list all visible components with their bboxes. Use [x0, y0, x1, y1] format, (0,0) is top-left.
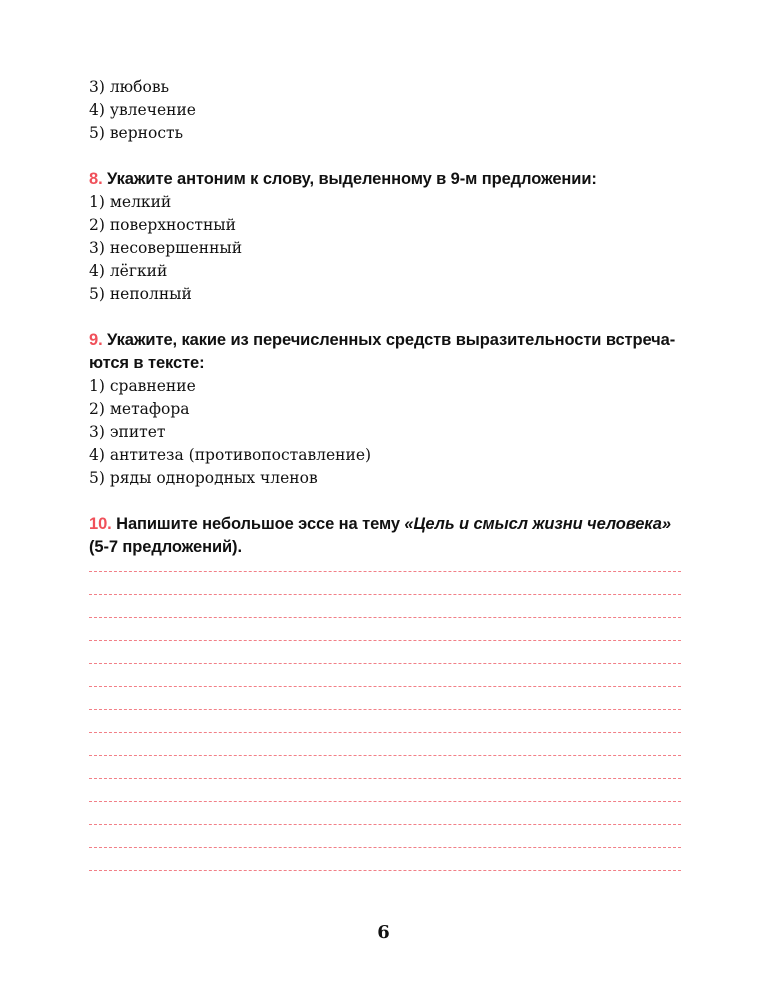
- option-5: 5) ряды однородных членов: [89, 469, 318, 487]
- answer-line[interactable]: [89, 732, 681, 755]
- answer-line[interactable]: [89, 778, 681, 801]
- question-10-heading: [89, 513, 681, 536]
- question-text: Укажите антоним к слову, выделенному в 9-м предложении:: [107, 170, 597, 188]
- option-4: 4) увлечение: [89, 101, 196, 119]
- option-1: 1) сравнение: [89, 377, 196, 395]
- question-9-heading: [89, 329, 681, 352]
- option-3: 3) несовершенный: [89, 239, 243, 257]
- answer-line[interactable]: [89, 870, 681, 893]
- question-9: [89, 329, 681, 490]
- option-5: 5) верность: [89, 124, 184, 142]
- option-4: 4) антитеза (противопоставление): [89, 446, 372, 464]
- answer-line[interactable]: [89, 686, 681, 709]
- question-number: 9.: [89, 331, 103, 349]
- answer-line[interactable]: [89, 847, 681, 870]
- option-1: 1) мелкий: [89, 193, 172, 211]
- question-text-line-1: Укажите, какие из перечисленных средств выразительности встреча-: [107, 331, 676, 349]
- question-number: 10.: [89, 515, 112, 533]
- question-text: Напишите небольшое эссе на тему: [116, 515, 400, 533]
- option-4: 4) лёгкий: [89, 262, 168, 280]
- question-10-heading-continued: (5-7 предложений).: [89, 538, 242, 556]
- answer-line[interactable]: [89, 709, 681, 732]
- option-2: 2) метафора: [89, 400, 190, 418]
- answer-lines[interactable]: [89, 571, 681, 893]
- answer-line[interactable]: [89, 571, 681, 594]
- question-8-heading: [89, 168, 681, 191]
- option-2: 2) поверхностный: [89, 216, 236, 234]
- answer-line[interactable]: [89, 755, 681, 778]
- previous-question-options: [89, 76, 681, 145]
- worksheet-page: [89, 76, 681, 893]
- question-10: [89, 513, 681, 893]
- answer-line[interactable]: [89, 617, 681, 640]
- answer-line[interactable]: [89, 594, 681, 617]
- answer-line[interactable]: [89, 640, 681, 663]
- question-number: 8.: [89, 170, 103, 188]
- page-number: 6: [377, 922, 390, 943]
- option-5: 5) неполный: [89, 285, 192, 303]
- answer-line[interactable]: [89, 801, 681, 824]
- answer-line[interactable]: [89, 824, 681, 847]
- question-9-heading-continued: ются в тексте:: [89, 354, 205, 372]
- option-3: 3) любовь: [89, 78, 170, 96]
- answer-line[interactable]: [89, 663, 681, 686]
- essay-topic: «Цель и смысл жизни человека»: [404, 515, 671, 533]
- option-3: 3) эпитет: [89, 423, 166, 441]
- question-8: [89, 168, 681, 306]
